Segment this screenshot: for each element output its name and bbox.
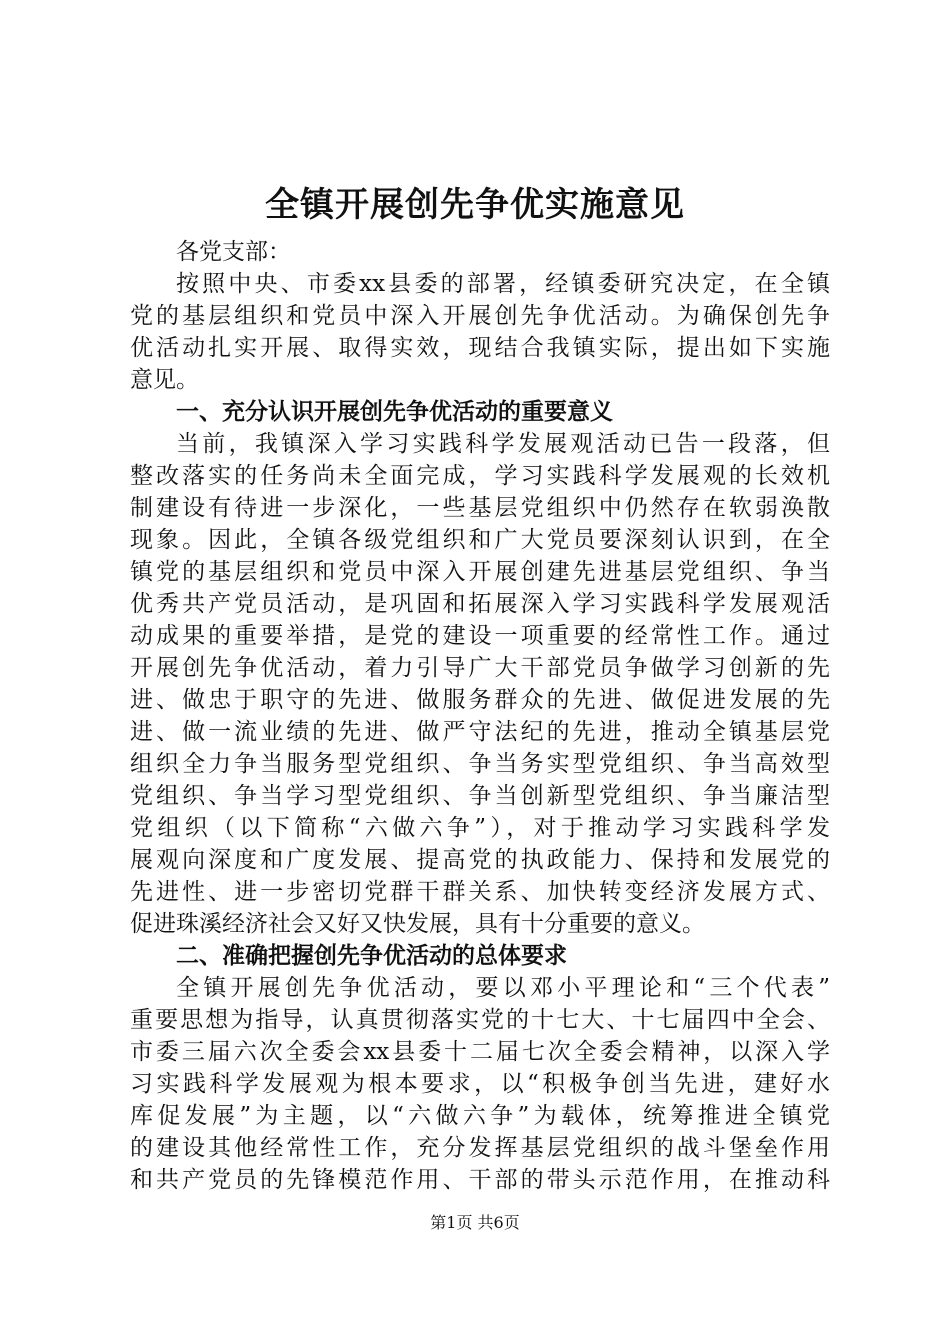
text-line: 先进性、进一步密切党群干群关系、加快转变经济发展方式、 — [130, 879, 830, 905]
text-line: 动成果的重要举措，是党的建设一项重要的经常性工作。通过 — [130, 623, 830, 649]
text-line: 优活动扎实开展、取得实效，现结合我镇实际，提出如下实施 — [130, 335, 830, 361]
paragraph-3 — [130, 972, 830, 1196]
text-line: 和共产党员的先锋模范作用、干部的带头示范作用，在推动科 — [130, 1167, 830, 1193]
section-heading-2: 二、准确把握创先争优活动的总体要求 — [176, 942, 567, 969]
text-line: 当前，我镇深入学习实践科学发展观活动已告一段落，但 — [176, 431, 830, 457]
text-line: 制建设有待进一步深化，一些基层党组织中仍然存在软弱涣散 — [130, 495, 830, 521]
text-line: 促进珠溪经济社会又好又快发展，具有十分重要的意义。 — [130, 911, 705, 937]
text-line: 习实践科学发展观为根本要求，以“积极争创当先进，建好水 — [130, 1071, 830, 1097]
document-body — [130, 236, 830, 1196]
text-line: 开展创先争优活动，着力引导广大干部党员争做学习创新的先 — [130, 655, 830, 681]
text-line: 进、做一流业绩的先进、做严守法纪的先进，推动全镇基层党 — [130, 719, 830, 745]
document-title: 全镇开展创先争优实施意见 — [265, 185, 685, 225]
text-line: 镇党的基层组织和党员中深入开展创建先进基层党组织、争当 — [130, 559, 830, 585]
text-line: 优秀共产党员活动，是巩固和拓展深入学习实践科学发展观活 — [130, 591, 830, 617]
page-footer: 第1页 共6页 — [430, 1213, 520, 1232]
text-line: 党的基层组织和党员中深入开展创先争优活动。为确保创先争 — [130, 303, 830, 329]
text-line: 库促发展”为主题，以“六做六争”为载体，统筹推进全镇党 — [130, 1103, 830, 1129]
text-line: 展观向深度和广度发展、提高党的执政能力、保持和发展党的 — [130, 847, 830, 873]
section-heading-1: 一、充分认识开展创先争优活动的重要意义 — [176, 398, 613, 425]
text-line: 党组织（以下简称“六做六争”），对于推动学习实践科学发 — [130, 815, 830, 841]
text-line: 进、做忠于职守的先进、做服务群众的先进、做促进发展的先 — [130, 687, 830, 713]
paragraph-2 — [130, 428, 830, 940]
text-line: 现象。因此，全镇各级党组织和广大党员要深刻认识到，在全 — [130, 527, 830, 553]
text-line: 整改落实的任务尚未全面完成，学习实践科学发展观的长效机 — [130, 463, 830, 489]
text-line: 党组织、争当学习型党组织、争当创新型党组织、争当廉洁型 — [130, 783, 830, 809]
text-line: 按照中央、市委xx县委的部署，经镇委研究决定，在全镇 — [176, 271, 830, 297]
text-line: 市委三届六次全委会xx县委十二届七次全委会精神，以深入学 — [130, 1039, 830, 1065]
text-line: 全镇开展创先争优活动，要以邓小平理论和“三个代表” — [176, 975, 830, 1001]
text-line: 重要思想为指导，认真贯彻落实党的十七大、十七届四中全会、 — [130, 1007, 830, 1033]
text-line: 意见。 — [130, 367, 199, 393]
text-line: 组织全力争当服务型党组织、争当务实型党组织、争当高效型 — [130, 751, 830, 777]
paragraph-1 — [130, 268, 830, 396]
text-line: 的建设其他经常性工作，充分发挥基层党组织的战斗堡垒作用 — [130, 1135, 830, 1161]
salutation: 各党支部： — [176, 239, 291, 265]
